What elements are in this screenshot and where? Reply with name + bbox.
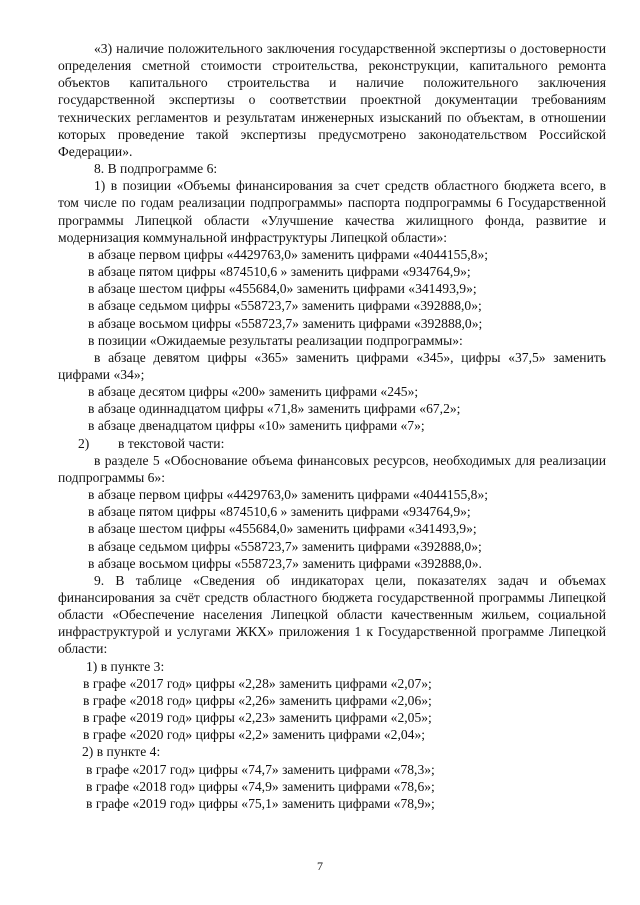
edit-line: в абзаце шестом цифры «455684,0» заменить цифрами «341493,9»; [88,521,477,537]
edit-line: в графе «2018 год» цифры «2,26» заменить цифрами «2,06»; [83,692,432,708]
edit-line: в графе «2018 год» цифры «74,9» заменить цифрами «78,6»; [86,778,435,794]
edit-line: в абзаце двенадцатом цифры «10» заменить цифрами «7»; [88,418,425,434]
paragraph-section-9: 9. В таблице «Сведения об индикаторах цели, показателях задач и объемах финансирования за счёт средств областного бюджета государственной программы Липецкой области «Обеспечение населения Липецкой области качественным жильем, социальной инфраструктурой и услугами ЖКХ» приложения 1 к Государственной программе Липецкой области: [58,572,606,657]
edit-line: в абзаце седьмом цифры «558723,7» заменить цифрами «392888,0»; [88,538,482,554]
paragraph-point-4: 2) в пункте 4: [82,744,161,760]
edit-line: в графе «2019 год» цифры «2,23» заменить цифрами «2,05»; [83,710,432,726]
edit-line: в графе «2019 год» цифры «75,1» заменить цифрами «78,9»; [86,795,435,811]
paragraph-section-8: 8. В подпрограмме 6: [94,161,218,177]
paragraph-point-3: 1) в пункте 3: [86,658,165,674]
edit-line: в абзаце десятом цифры «200» заменить цифрами «245»; [88,384,419,400]
item-text: в текстовой части: [118,435,225,451]
edit-line: в графе «2017 год» цифры «74,7» заменить цифрами «78,3»; [86,761,435,777]
edit-line: в абзаце пятом цифры «874510,6 » заменить цифрами «934764,9»; [88,504,471,520]
edit-line: в абзаце первом цифры «4429763,0» заменить цифрами «4044155,8»; [88,487,489,503]
paragraph-expected-results: в позиции «Ожидаемые результаты реализации подпрограммы»: [88,332,463,348]
paragraph-item-1-financing: 1) в позиции «Объемы финансирования за счет средств областного бюджета всего, в том числе по годам реализации подпрограммы» паспорта подпрограммы 6 Государственной программы Липецкой области «Улучшение качества жилищного фонда, развитие и модернизация коммунальной инфраструктуры Липецкой области»: [58,178,606,245]
paragraph-section-5: в разделе 5 «Обоснование объема финансовых ресурсов, необходимых для реализации подпрограммы 6»: [58,452,606,485]
edit-line: в абзаце восьмом цифры «558723,7» заменить цифрами «392888,0». [88,555,482,571]
edit-line: в абзаце пятом цифры «874510,6 » заменить цифрами «934764,9»; [88,264,471,280]
edit-line: в абзаце первом цифры «4429763,0» заменить цифрами «4044155,8»; [88,246,489,262]
edit-line: в графе «2020 год» цифры «2,2» заменить цифрами «2,04»; [83,727,426,743]
edit-line: в абзаце одиннадцатом цифры «71,8» заменить цифрами «67,2»; [88,401,461,417]
document-page [58,40,606,812]
paragraph-item-2-text-part [58,435,606,452]
edit-line: в графе «2017 год» цифры «2,28» заменить цифрами «2,07»; [83,675,432,691]
edit-line: в абзаце шестом цифры «455684,0» заменить цифрами «341493,9»; [88,281,477,297]
edit-line: в абзаце седьмом цифры «558723,7» заменить цифрами «392888,0»; [88,298,482,314]
paragraph-item-3: «3) наличие положительного заключения государственной экспертизы о достоверности определения сметной стоимости строительства, реконструкции, капитального ремонта объектов капитального строительства и наличие положительного заключения государственной экспертизы о соответствии проектной документации требованиям технических регламентов и результатам инженерных изысканий по объектам, в отношении которых проведение такой экспертизы предусмотрено законодательством Российской Федерации». [58,41,606,159]
item-number: 2) [78,435,90,451]
page-number: 7 [317,859,323,873]
edit-line: в абзаце девятом цифры «365» заменить цифрами «345», цифры «37,5» заменить цифрами «34»; [58,349,606,382]
edit-line: в абзаце восьмом цифры «558723,7» заменить цифрами «392888,0»; [88,315,483,331]
